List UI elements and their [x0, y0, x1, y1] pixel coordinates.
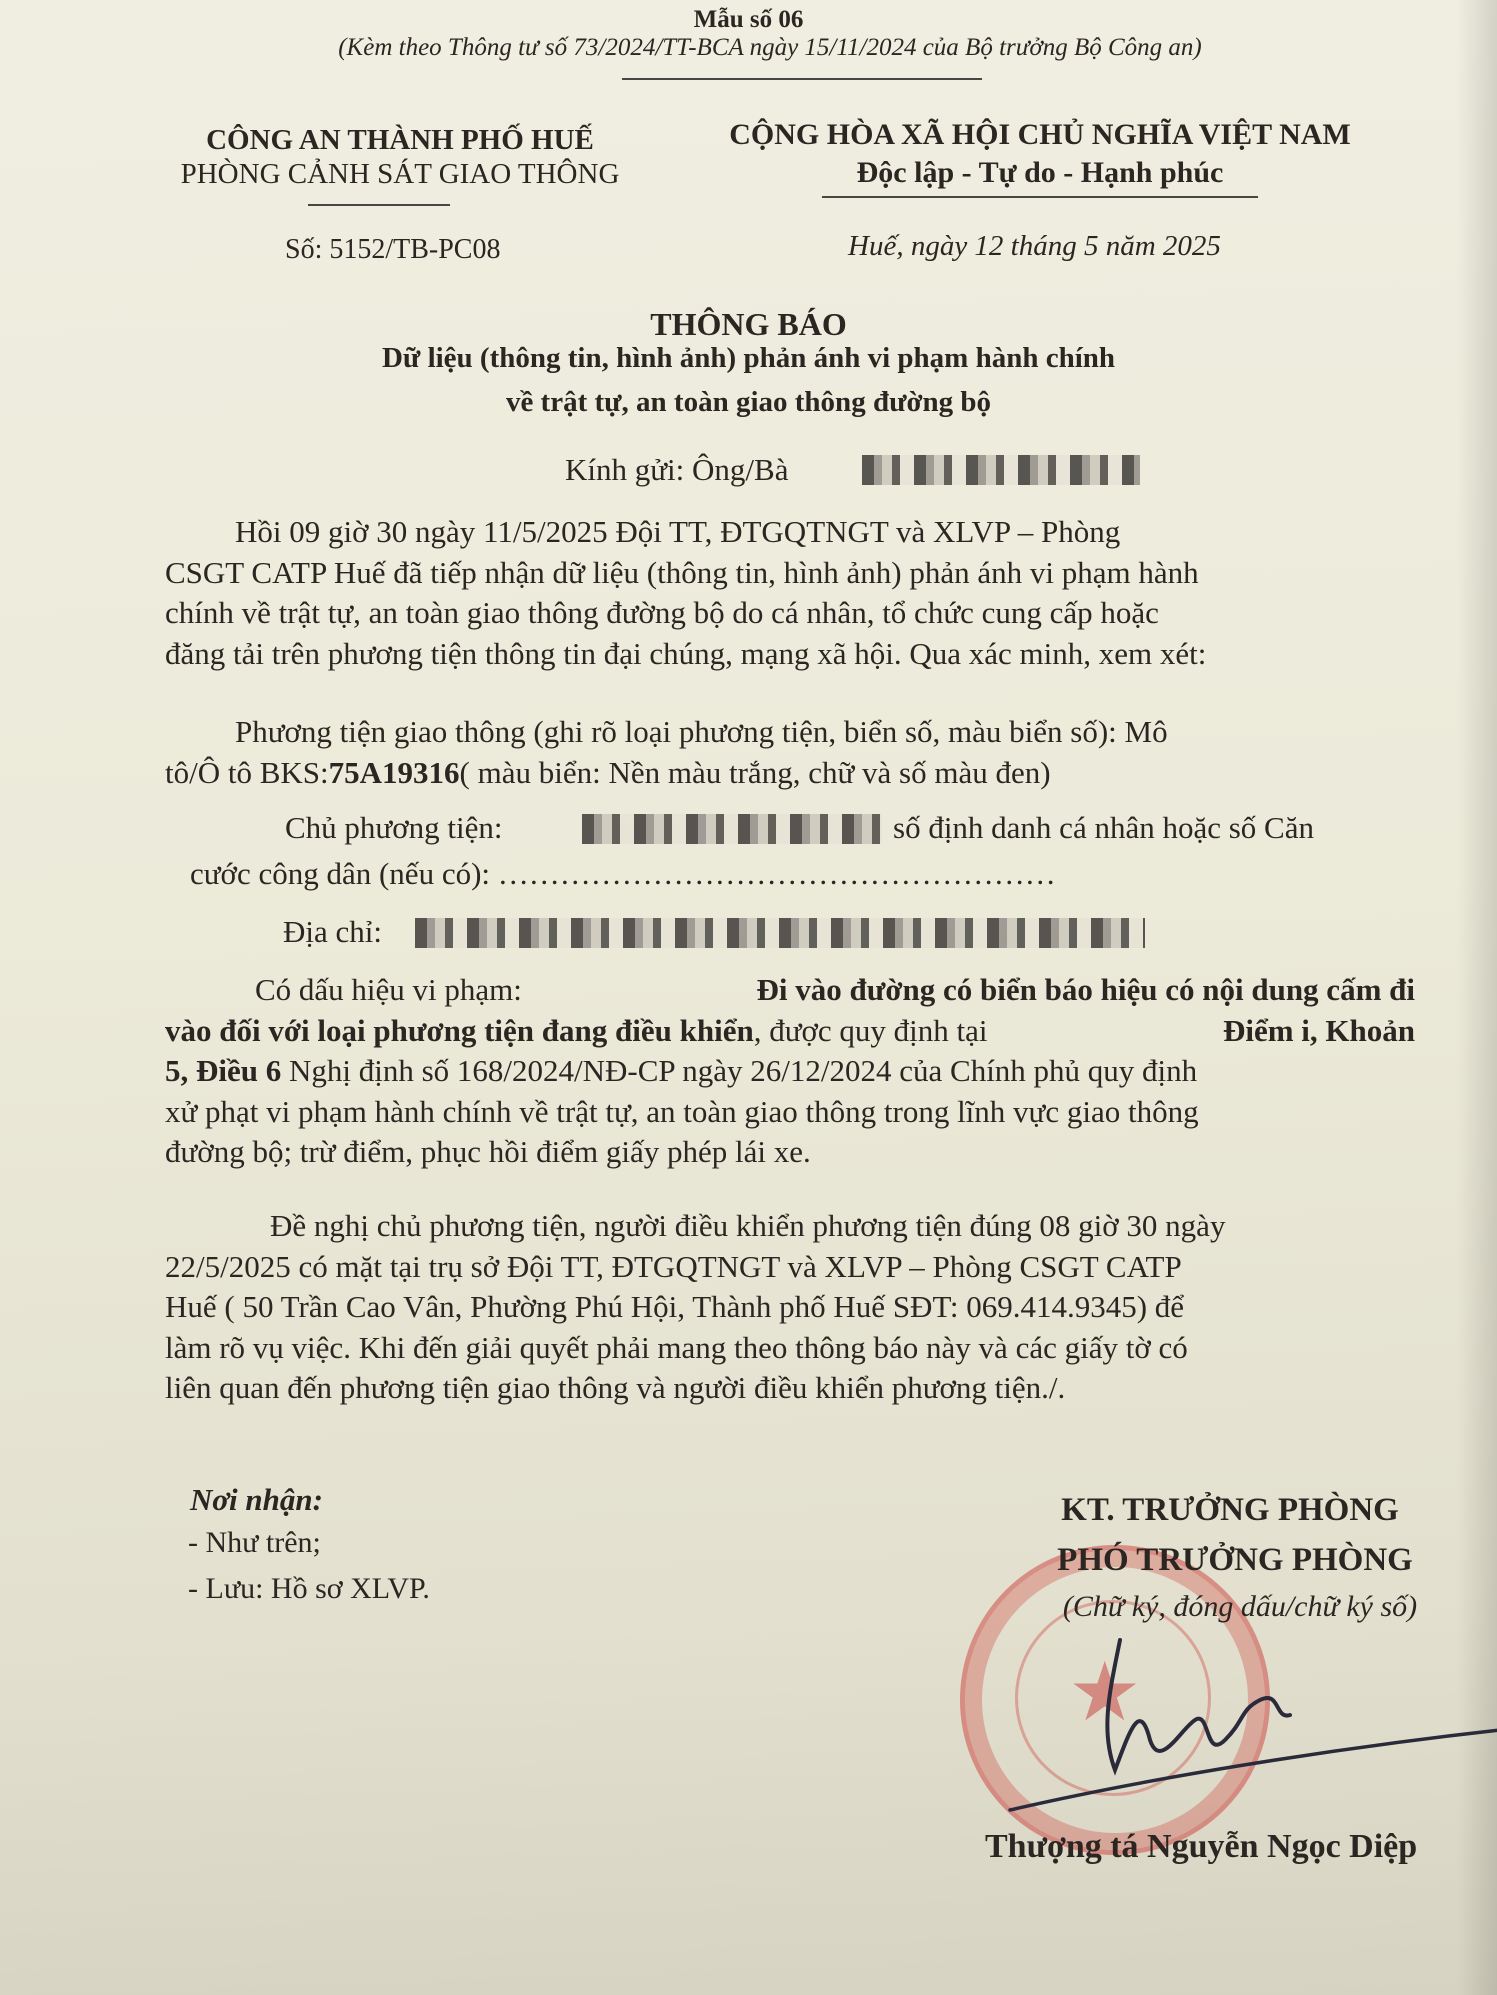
text-line: làm rõ vụ việc. Khi đến giải quyết phải mang theo thông báo này và các giấy tờ có [165, 1329, 1188, 1365]
text-line: 5, Điều 6 Nghị định số 168/2024/NĐ-CP ngày 26/12/2024 của Chính phủ quy định [165, 1053, 1198, 1088]
redacted-owner-name [582, 814, 882, 844]
intro-paragraph [165, 512, 1415, 674]
signatory-position: PHÓ TRƯỞNG PHÒNG [1057, 1542, 1413, 1578]
agency-department: PHÒNG CẢNH SÁT GIAO THÔNG [180, 158, 620, 190]
text-line: CSGT CATP Huế đã tiếp nhận dữ liệu (thông tin, hình ảnh) phản ánh vi phạm hành [165, 554, 1199, 590]
recipient-label: Kính gửi: Ông/Bà [565, 452, 789, 487]
star-icon: ★ [1068, 1647, 1142, 1738]
place-date: Huế, ngày 12 tháng 5 năm 2025 [848, 230, 1221, 262]
text-line [165, 753, 1415, 794]
license-plate: 75A19316 [328, 754, 460, 790]
violation-text: vào đối với loại phương tiện đang điều khiển [165, 1012, 754, 1048]
divider [308, 204, 450, 206]
request-paragraph [165, 1206, 1415, 1409]
nation-name: CỘNG HÒA XÃ HỘI CHỦ NGHĨA VIỆT NAM [729, 118, 1351, 151]
address-label: Địa chỉ: [283, 914, 382, 949]
nation-motto: Độc lập - Tự do - Hạnh phúc [856, 156, 1224, 189]
handwritten-signature [990, 1620, 1497, 1820]
plate-color: ( màu biển: Nền màu trắng, chữ và số màu đen) [459, 754, 1051, 790]
signer-name: Thượng tá Nguyễn Ngọc Diệp [985, 1828, 1418, 1865]
owner-id-label: số định danh cá nhân hoặc số Căn [893, 810, 1314, 845]
redacted-recipient-name [862, 455, 1140, 485]
owner-label: Chủ phương tiện: [285, 810, 503, 845]
text-line [165, 970, 1415, 1011]
title-sub-1: Dữ liệu (thông tin, hình ảnh) phản ánh vi phạm hành chính [381, 342, 1116, 374]
violation-paragraph [165, 970, 1415, 1173]
recipients-item: - Lưu: Hồ sơ XLVP. [188, 1572, 430, 1605]
signature-note: (Chữ ký, đóng dấu/chữ ký số) [1062, 1590, 1418, 1623]
legal-clause: Điểm i, Khoản [1222, 1012, 1415, 1048]
id-line: cước công dân (nếu có): ……………………………………………… [190, 856, 1056, 891]
text-line: đăng tải trên phương tiện thông tin đại chúng, mạng xã hội. Qua xác minh, xem xét: [165, 635, 1207, 671]
text-line: chính về trật tự, an toàn giao thông đường bộ do cá nhân, tổ chức cung cấp hoặc [165, 595, 1159, 630]
text-line: Hồi 09 giờ 30 ngày 11/5/2025 Đội TT, ĐTGQTNGT và XLVP – Phòng [235, 514, 1121, 549]
recipients-item: - Như trên; [188, 1526, 321, 1559]
form-reference: (Kèm theo Thông tư số 73/2024/TT-BCA ngày 15/11/2024 của Bộ trưởng Bộ Công an) [338, 34, 1202, 61]
text-line: Huế ( 50 Trần Cao Vân, Phường Phú Hội, Thành phố Huế SĐT: 069.414.9345) để [165, 1289, 1185, 1324]
form-number: Mẫu số 06 [693, 6, 804, 33]
recipients-heading: Nơi nhận: [190, 1482, 323, 1517]
title-sub-2: về trật tự, an toàn giao thông đường bộ [505, 386, 992, 418]
signatory-authority: KT. TRƯỞNG PHÒNG [1061, 1492, 1399, 1528]
text-line: 22/5/2025 có mặt tại trụ sở Đội TT, ĐTGQTNGT và XLVP – Phòng CSGT CATP [165, 1248, 1182, 1284]
text-line: vào đối với loại phương tiện đang điều khiển, được quy định tại Điểm i, Khoản [165, 1011, 1415, 1052]
agency-parent: CÔNG AN THÀNH PHỐ HUẾ [206, 124, 594, 156]
vehicle-paragraph [165, 712, 1415, 793]
text-line: xử phạt vi phạm hành chính về trật tự, an toàn giao thông trong lĩnh vực giao thông [165, 1093, 1199, 1129]
doc-number: Số: 5152/TB-PC08 [285, 234, 501, 265]
text-line: Phương tiện giao thông (ghi rõ loại phương tiện, biển số, màu biển số): Mô [235, 714, 1168, 749]
page-title: THÔNG BÁO [650, 306, 847, 342]
divider [822, 196, 1258, 198]
redacted-address [415, 918, 1145, 948]
violation-prefix: Có dấu hiệu vi phạm: [255, 972, 522, 1007]
violation-text: Đi vào đường có biển báo hiệu có nội dung cấm đi [756, 972, 1415, 1007]
legal-article: 5, Điều 6 [165, 1053, 282, 1088]
vehicle-label: tô/Ô tô BKS: [165, 754, 329, 790]
text-line: Đề nghị chủ phương tiện, người điều khiển phương tiện đúng 08 giờ 30 ngày [270, 1208, 1226, 1243]
text-line: liên quan đến phương tiện giao thông và người điều khiển phương tiện./. [165, 1370, 1066, 1405]
divider [622, 78, 982, 80]
text-line: đường bộ; trừ điểm, phục hồi điểm giấy phép lái xe. [165, 1134, 811, 1169]
